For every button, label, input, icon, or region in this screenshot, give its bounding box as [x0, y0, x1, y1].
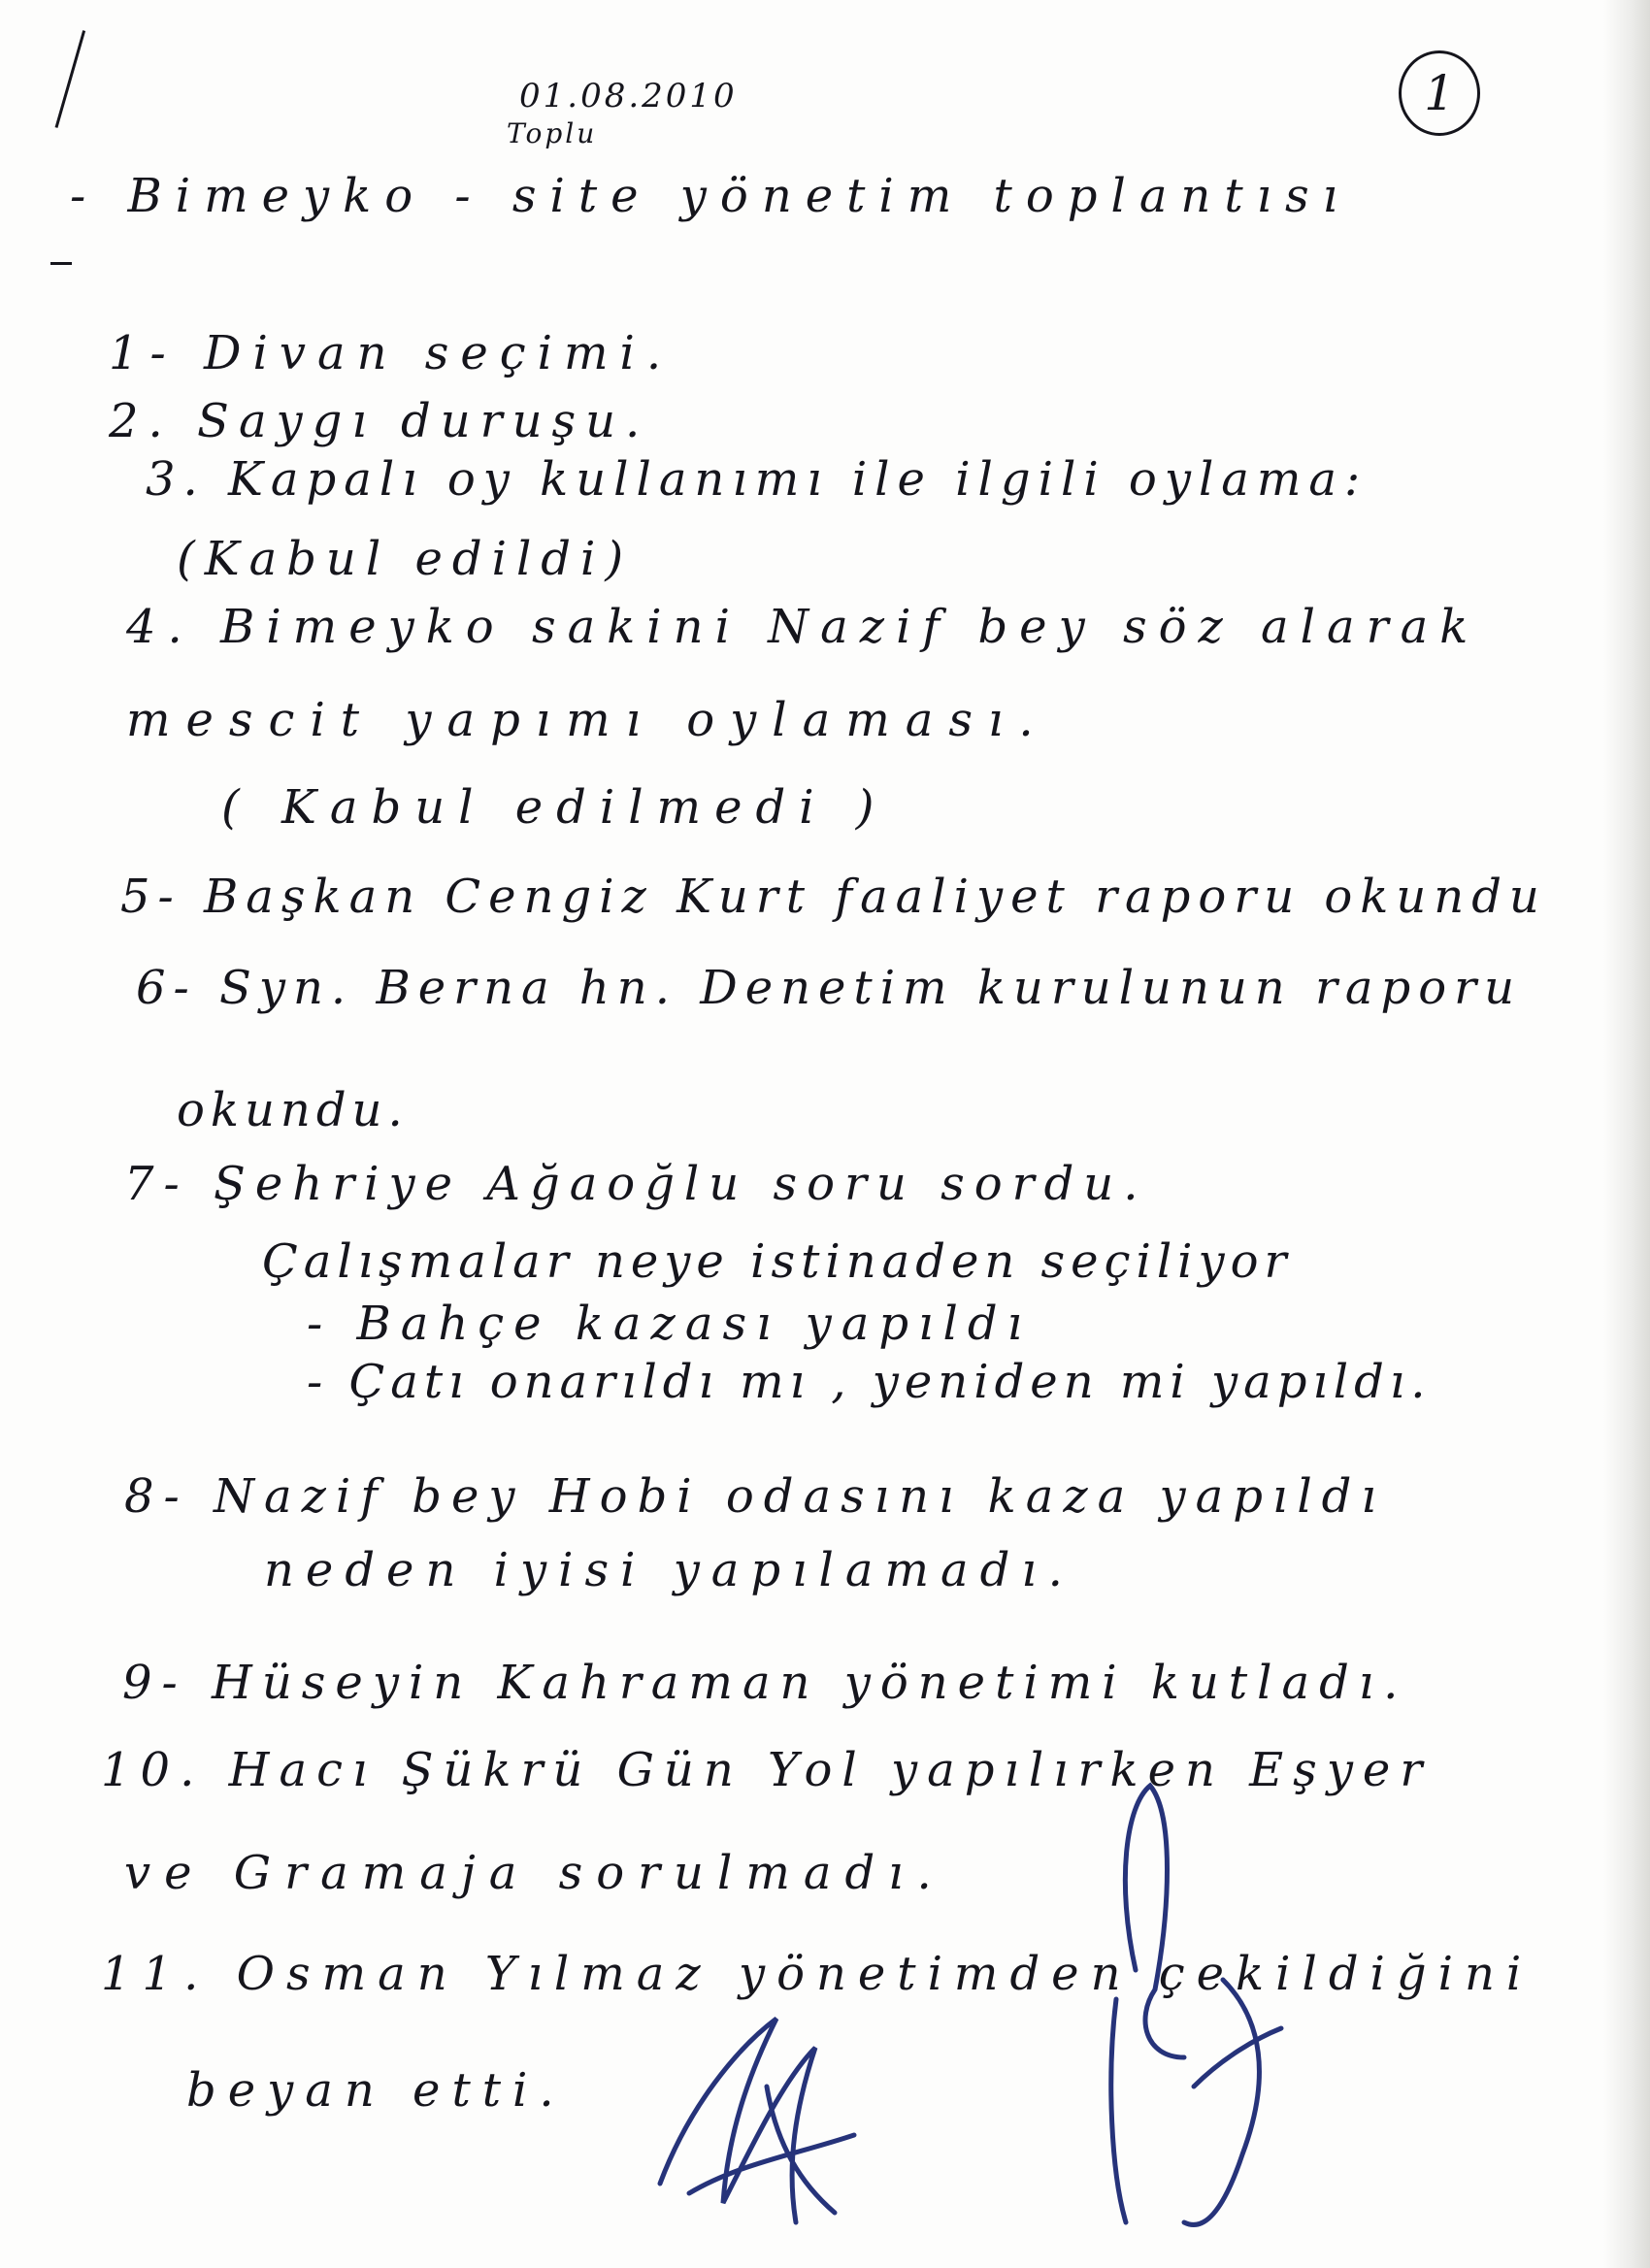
agenda-line-9: 9- Hüseyin Kahraman yönetimi kutladı. [122, 1656, 1408, 1710]
agenda-line-5: 5- Başkan Cengiz Kurt faaliyet raporu okundu [120, 870, 1547, 924]
margin-slash-mark [55, 30, 86, 128]
agenda-line-2: 2. Saygı duruşu. [109, 394, 650, 448]
agenda-line-3: 3. Kapalı oy kullanımı ile ilgili oylama: [146, 452, 1369, 507]
agenda-line-4: 4. Bimeyko sakini Nazif bey söz alarak [126, 600, 1480, 654]
agenda-line-7: 7- Şehriye Ağaoğlu soru sordu. [124, 1157, 1148, 1211]
agenda-line-4-result: ( Kabul edilmedi ) [221, 780, 888, 835]
agenda-line-1: 1- Divan seçimi. [109, 326, 674, 380]
agenda-line-6-cont: okundu. [177, 1083, 409, 1137]
header-note: Toplu [507, 117, 598, 149]
agenda-line-10-cont: ve Gramaja sorulmadı. [124, 1846, 945, 1900]
page-number: 1 [1399, 50, 1480, 136]
document-title: - Bimeyko - site yönetim toplantısı [70, 169, 1351, 223]
agenda-line-6: 6- Syn. Berna hn. Denetim kurulunun raporu [136, 961, 1522, 1015]
agenda-line-8-cont: neden iyisi yapılamadı. [264, 1543, 1074, 1597]
agenda-line-8: 8- Nazif bey Hobi odasını kaza yapıldı [124, 1469, 1386, 1524]
page-edge [1603, 0, 1650, 2268]
agenda-line-11: 11. Osman Yılmaz yönetimden çekildiğini [101, 1947, 1534, 2001]
signature-1 [631, 1989, 883, 2242]
agenda-line-7-bullet-2: - Çatı onarıldı mı , yeniden mi yapıldı. [307, 1355, 1432, 1409]
agenda-line-11-cont: beyan etti. [186, 2063, 566, 2118]
signature-2 [1077, 1766, 1291, 2268]
agenda-line-3-result: (Kabul edildi) [177, 532, 634, 586]
agenda-line-4-cont: mescit yapımı oylaması. [126, 693, 1049, 747]
agenda-line-7-bullet-1: - Bahçe kazası yapıldı [307, 1297, 1032, 1351]
agenda-line-10: 10. Hacı Şükrü Gün Yol yapılırken Eşyer [101, 1743, 1433, 1797]
margin-dash-mark [50, 262, 72, 265]
document-date: 01.08.2010 [519, 77, 738, 115]
agenda-line-7-question: Çalışmalar neye istinaden seçiliyor [262, 1234, 1293, 1289]
